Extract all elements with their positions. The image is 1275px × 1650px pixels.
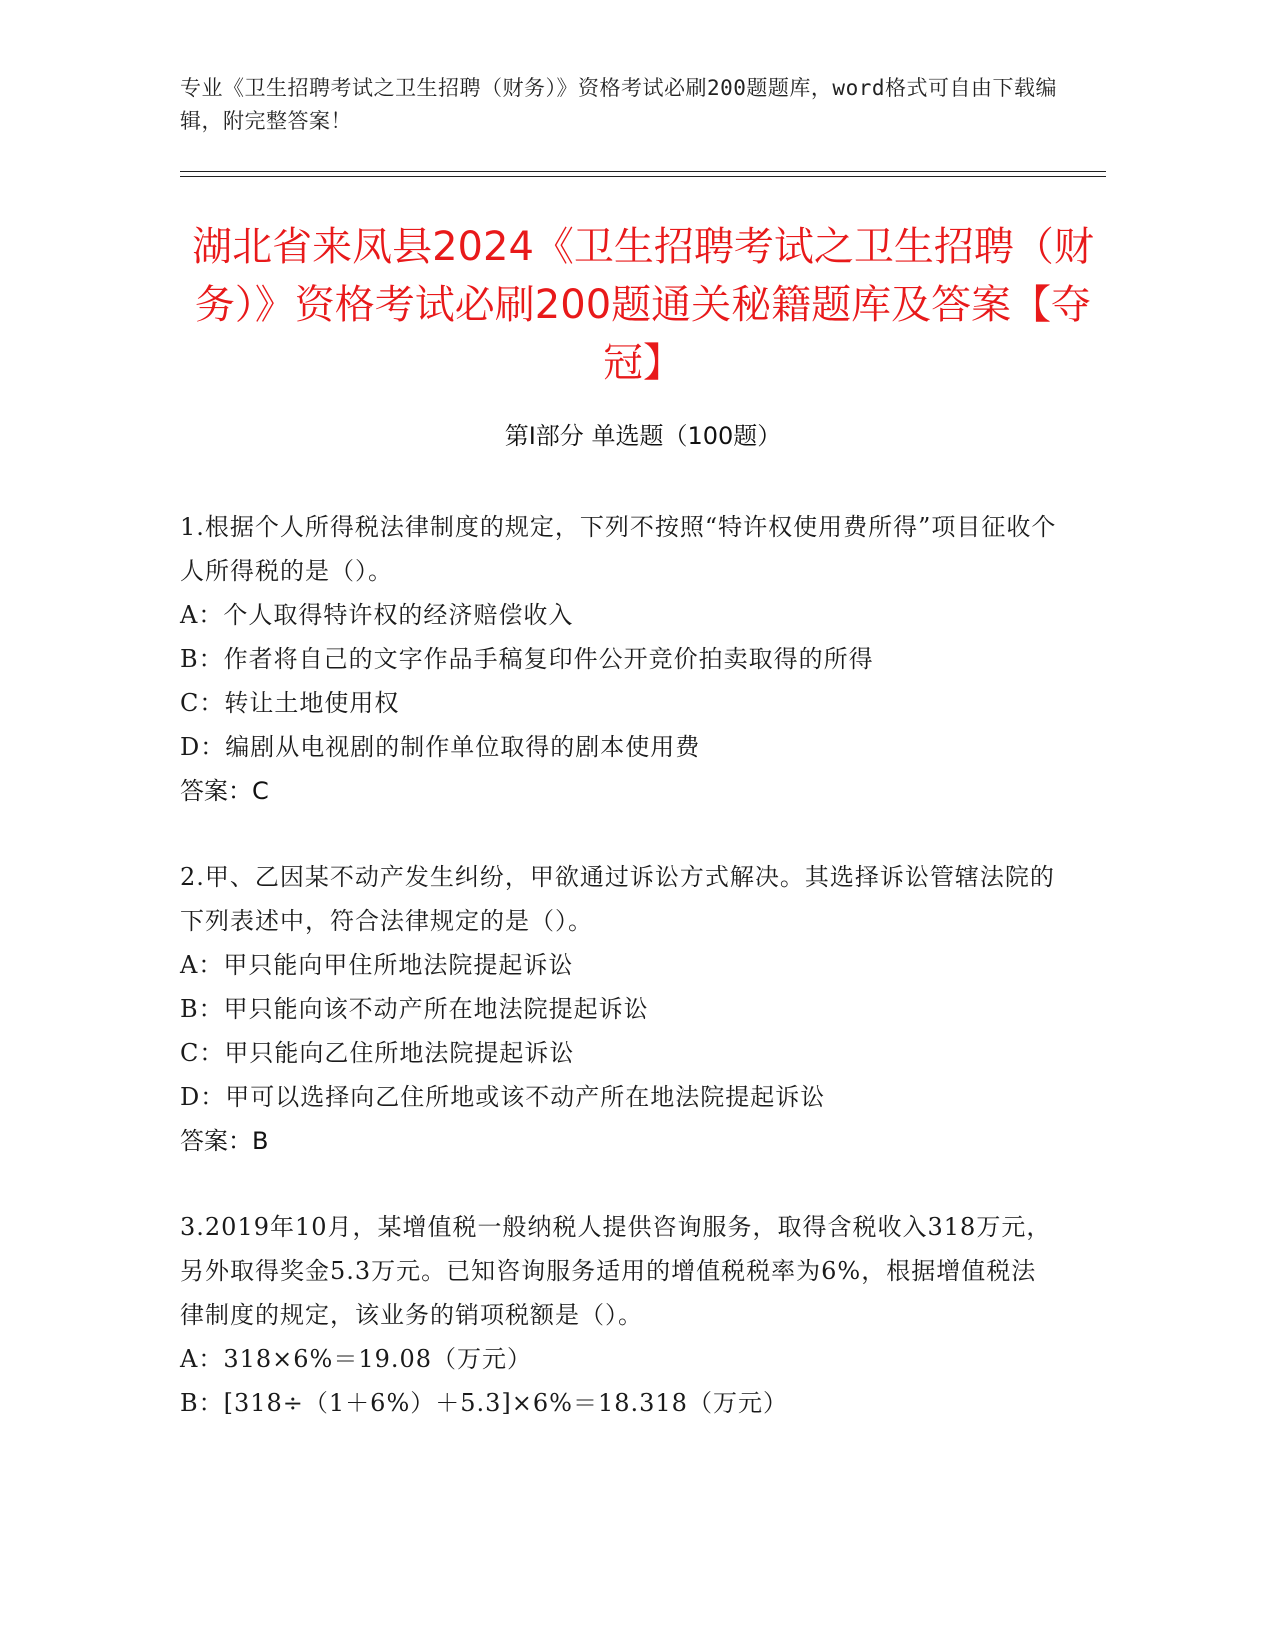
option-b: B：[318÷（1＋6%）＋5.3]×6%＝18.318（万元） — [180, 1389, 788, 1417]
answer: 答案：B — [180, 1127, 269, 1155]
question-1 — [180, 505, 1060, 813]
question-stem: 2.甲、乙因某不动产发生纠纷，甲欲通过诉讼方式解决。其选择诉讼管辖法院的下列表述中，符合法律规定的是（）。 — [180, 863, 1055, 935]
answer: 答案：C — [180, 777, 269, 805]
option-c: C：转让土地使用权 — [180, 689, 400, 717]
question-3 — [180, 1205, 1060, 1425]
question-stem: 3.2019年10月，某增值税一般纳税人提供咨询服务，取得含税收入318万元，另外取得奖金5.3万元。已知咨询服务适用的增值税税率为6%，根据增值税法律制度的规定，该业务的销项税额是（）。 — [180, 1213, 1052, 1329]
option-d: D：编剧从电视剧的制作单位取得的剧本使用费 — [180, 733, 701, 761]
header-note: 专业《卫生招聘考试之卫生招聘（财务）》资格考试必刷200题题库，word格式可自由下载编辑，附完整答案！ — [180, 76, 1057, 133]
option-b: B：作者将自己的文字作品手稿复印件公开竞价拍卖取得的所得 — [180, 645, 874, 673]
option-c: C：甲只能向乙住所地法院提起诉讼 — [180, 1039, 575, 1067]
option-b: B：甲只能向该不动产所在地法院提起诉讼 — [180, 995, 649, 1023]
question-stem: 1.根据个人所得税法律制度的规定，下列不按照“特许权使用费所得”项目征收个人所得税的是（）。 — [180, 513, 1057, 585]
header-divider-bottom — [180, 176, 1106, 177]
option-a: A：甲只能向甲住所地法院提起诉讼 — [180, 951, 574, 979]
option-d: D：甲可以选择向乙住所地或该不动产所在地法院提起诉讼 — [180, 1083, 826, 1111]
section-title: 第Ⅰ部分 单选题（100题） — [504, 422, 782, 450]
question-list — [180, 505, 1060, 1467]
question-2 — [180, 855, 1060, 1163]
option-a: A：318×6%＝19.08（万元） — [180, 1345, 533, 1373]
option-a: A：个人取得特许权的经济赔偿收入 — [180, 601, 574, 629]
document-title: 湖北省来凤县2024《卫生招聘考试之卫生招聘（财务）》资格考试必刷200题通关秘籍题库及答案【夺冠】 — [192, 224, 1094, 386]
header-divider-top — [180, 171, 1106, 172]
